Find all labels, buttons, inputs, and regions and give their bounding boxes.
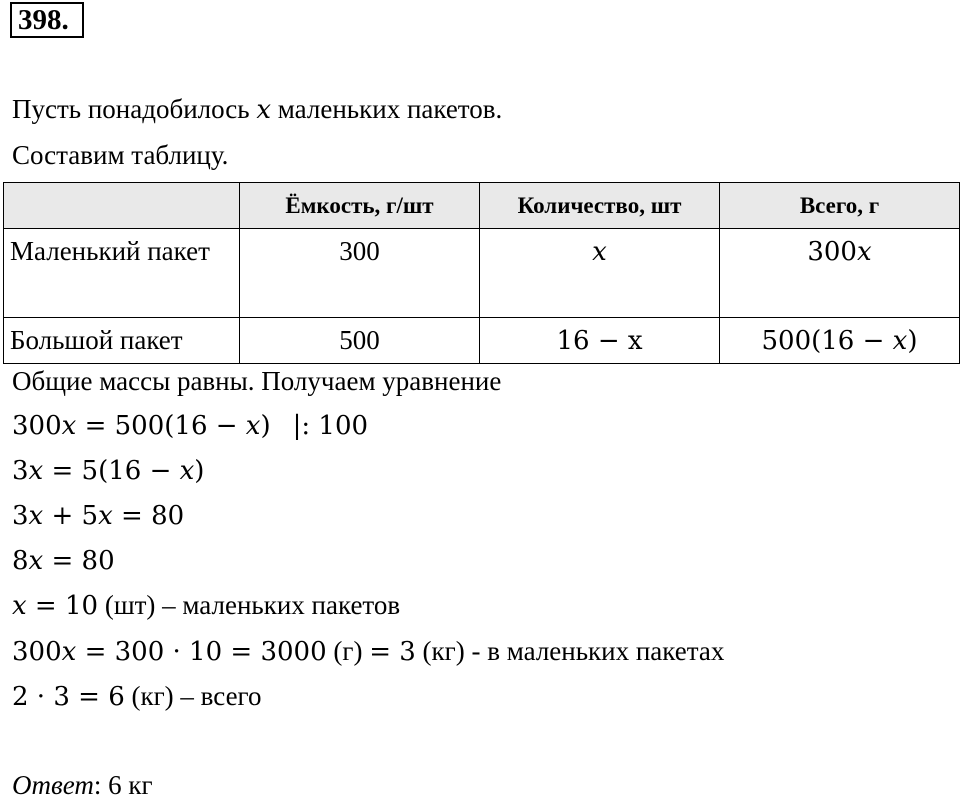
table-header-count: Количество, шт [480, 183, 720, 229]
step-2 [12, 455, 204, 486]
step-3-c: = 80 [112, 501, 185, 531]
step-1 [12, 410, 368, 441]
step-1-a: 300 [12, 411, 62, 441]
step-3-var: x [28, 501, 44, 531]
table-row [4, 229, 960, 318]
step-5 [12, 590, 400, 621]
total-num: 500(16 − [761, 326, 893, 356]
step-6-c: = 3 [369, 637, 416, 667]
count-expr: x [592, 237, 607, 267]
table-header-total: Всего, г [720, 183, 960, 229]
cell-count [480, 229, 720, 318]
step-4-b: = 80 [43, 546, 115, 576]
answer-line [12, 770, 153, 801]
step-7-text: (кг) – всего [124, 681, 262, 711]
cell-capacity: 300 [240, 229, 480, 318]
answer-value: : 6 кг [93, 770, 153, 800]
cell-count [480, 318, 720, 364]
total-var: x [856, 237, 872, 267]
step-3-var2: x [98, 501, 113, 531]
intro-text-2: маленьких пакетов. [271, 94, 503, 124]
step-6-a: 300 [12, 637, 62, 667]
cell-total [720, 229, 960, 318]
step-5-var: x [12, 591, 27, 621]
step-3-b: + 5 [43, 501, 99, 531]
step-1-c: ) [260, 411, 271, 441]
table-row [4, 318, 960, 364]
step-6 [12, 636, 724, 667]
step-4 [12, 545, 115, 576]
step-3 [12, 500, 184, 531]
intro-line [12, 94, 502, 125]
step-6-unit-2: (кг) - в маленьких пакетах [415, 636, 725, 666]
step-3-a: 3 [12, 501, 29, 531]
step-1-b: = 500(16 − [76, 411, 246, 441]
step-5-b: = 10 [26, 591, 99, 621]
step-7-a: 2 · 3 = 6 [12, 682, 125, 712]
data-table [3, 182, 960, 364]
total-var: x [892, 326, 908, 356]
step-6-b: = 300 · 10 = 3000 [76, 637, 327, 667]
cell-capacity: 500 [240, 318, 480, 364]
step-4-var: x [28, 546, 44, 576]
total-num: 300 [807, 237, 857, 267]
step-1-var2: x [245, 411, 261, 441]
step-4-a: 8 [12, 546, 29, 576]
cell-total [720, 318, 960, 364]
problem-number: 398. [10, 2, 84, 38]
step-7 [12, 681, 261, 712]
table-intro: Составим таблицу. [12, 140, 229, 170]
step-1-divide: |: 100 [292, 411, 369, 441]
table-header-capacity: Ёмкость, г/шт [240, 183, 480, 229]
step-6-var: x [61, 637, 77, 667]
step-5-text: (шт) – маленьких пакетов [98, 590, 401, 620]
step-2-c: ) [194, 456, 205, 486]
table-header-empty [4, 183, 240, 229]
intro-variable: x [256, 95, 272, 125]
step-2-a: 3 [12, 456, 29, 486]
step-1-var: x [61, 411, 77, 441]
intro-text-1: Пусть понадобилось [12, 94, 257, 124]
step-6-unit-1: (г) [326, 636, 370, 666]
count-expr: 16 − x [556, 326, 643, 356]
row-label: Большой пакет [4, 318, 240, 364]
step-2-b: = 5(16 − [43, 456, 180, 486]
step-2-var2: x [179, 456, 195, 486]
answer-label: Ответ [12, 770, 94, 800]
row-label: Маленький пакет [4, 229, 240, 318]
total-end: ) [907, 326, 918, 356]
table-header-row [4, 183, 960, 229]
equation-intro: Общие массы равны. Получаем уравнение [12, 366, 502, 396]
step-2-var: x [28, 456, 44, 486]
